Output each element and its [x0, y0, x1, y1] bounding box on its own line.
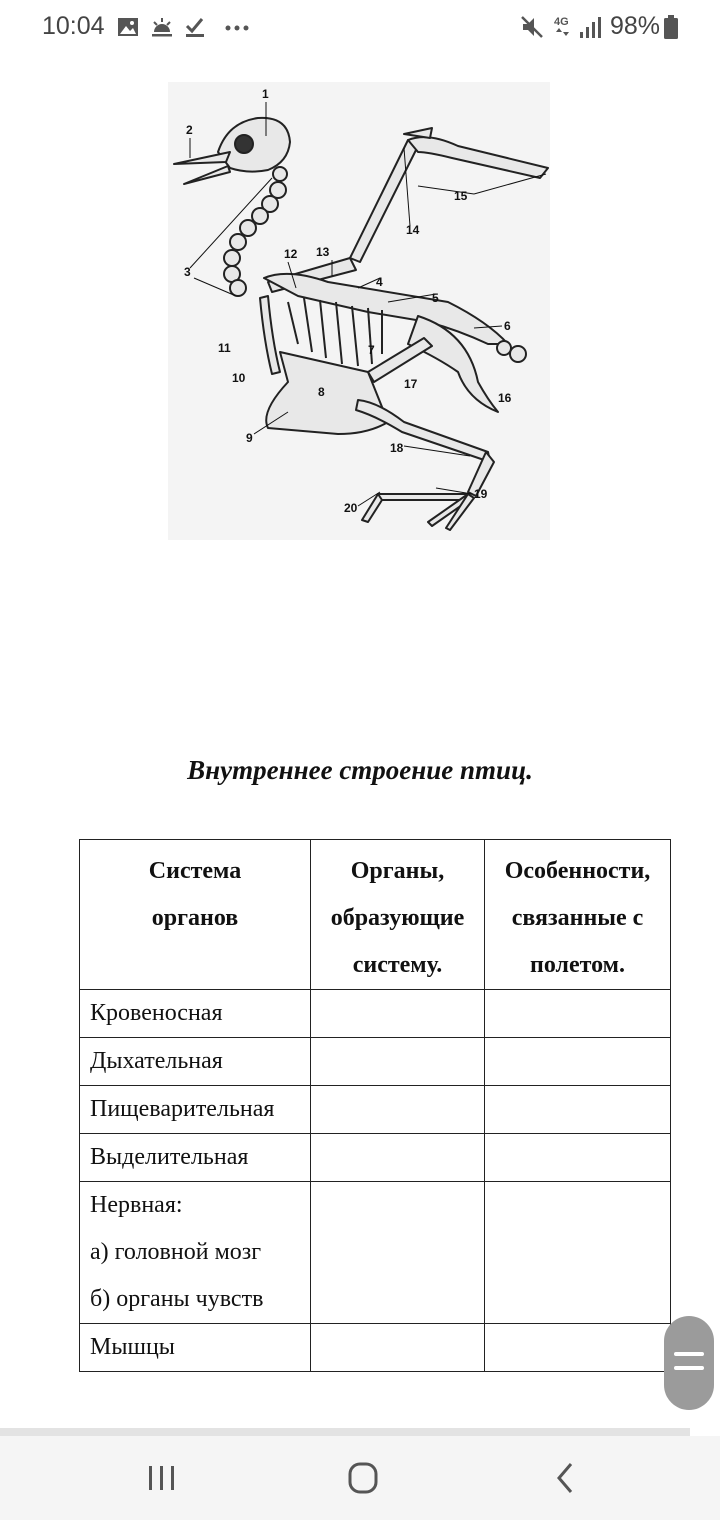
- figure-label-16: 16: [498, 391, 512, 405]
- table-row: [80, 1086, 671, 1134]
- status-bar: [0, 0, 720, 56]
- table-row: [80, 1134, 671, 1182]
- row-organs-cell: [311, 1324, 485, 1372]
- figure-label-5: 5: [432, 291, 439, 305]
- row-organs-cell: [311, 1182, 485, 1324]
- mute-icon: [520, 14, 544, 40]
- figure-label-9: 9: [246, 431, 253, 445]
- header-organs-line: систему.: [352, 952, 443, 978]
- figure-label-13: 13: [316, 245, 330, 259]
- header-features-line: полетом.: [530, 952, 625, 978]
- battery-percent: 98%: [609, 12, 660, 40]
- network-4g-label: 4G: [554, 16, 569, 28]
- bird-skeleton-figure: [168, 82, 550, 540]
- battery-icon: [662, 14, 680, 40]
- row-organs-cell: [311, 990, 485, 1038]
- signal-icon: [578, 14, 602, 40]
- more-dots-icon: [224, 14, 250, 40]
- header-system-line: органов: [151, 905, 239, 931]
- table-row: [80, 1324, 671, 1372]
- row-organs-cell: [311, 1038, 485, 1086]
- header-organs: [311, 840, 485, 990]
- figure-label-4: 4: [376, 275, 383, 289]
- row-system-line: б) органы чувств: [90, 1286, 264, 1312]
- table-row: [80, 1038, 671, 1086]
- row-system-name: Пищеварительная: [80, 1086, 311, 1134]
- header-features-line: Особенности,: [504, 858, 651, 884]
- row-system-name: [80, 1182, 311, 1324]
- network-4g-icon: [553, 14, 575, 40]
- figure-label-1: 1: [262, 87, 269, 101]
- table-header-row: [80, 840, 671, 990]
- row-organs-cell: [311, 1134, 485, 1182]
- row-system-name: Кровеносная: [80, 990, 311, 1038]
- table-row: [80, 990, 671, 1038]
- row-system-line: а) головной мозг: [90, 1239, 262, 1265]
- row-organs-cell: [311, 1086, 485, 1134]
- figure-label-3: 3: [184, 265, 191, 279]
- row-features-cell: [485, 1134, 671, 1182]
- table-row: [80, 1182, 671, 1324]
- status-time: 10:04: [42, 12, 105, 40]
- figure-label-8: 8: [318, 385, 325, 399]
- header-system-line: Система: [148, 858, 242, 884]
- row-features-cell: [485, 1182, 671, 1324]
- figure-label-17: 17: [404, 377, 418, 391]
- document-title: Внутреннее строение птиц.: [187, 755, 533, 785]
- figure-label-20: 20: [344, 501, 358, 515]
- nav-separator: [0, 1428, 690, 1436]
- figure-label-19: 19: [474, 487, 488, 501]
- figure-label-15: 15: [454, 189, 468, 203]
- organ-systems-table: [79, 839, 671, 1372]
- back-icon[interactable]: [535, 1452, 595, 1504]
- header-features-line: связанные с: [511, 905, 644, 931]
- figure-label-7: 7: [368, 343, 375, 357]
- figure-label-18: 18: [390, 441, 404, 455]
- header-organs-line: образующие: [330, 905, 465, 931]
- task-done-icon: [184, 14, 206, 40]
- scroll-handle-grip-line: [674, 1366, 704, 1370]
- figure-label-6: 6: [504, 319, 511, 333]
- figure-label-10: 10: [232, 371, 246, 385]
- header-system: [80, 840, 311, 990]
- row-features-cell: [485, 990, 671, 1038]
- row-system-line: Нервная:: [90, 1192, 183, 1218]
- scroll-handle[interactable]: [664, 1316, 714, 1410]
- home-icon[interactable]: [333, 1452, 393, 1504]
- row-system-name: Выделительная: [80, 1134, 311, 1182]
- row-system-name: Мышцы: [80, 1324, 311, 1372]
- header-flight-features: [485, 840, 671, 990]
- weather-icon: [150, 14, 174, 40]
- row-features-cell: [485, 1324, 671, 1372]
- figure-label-14: 14: [406, 223, 420, 237]
- figure-label-12: 12: [284, 247, 298, 261]
- figure-label-2: 2: [186, 123, 193, 137]
- row-features-cell: [485, 1086, 671, 1134]
- image-icon: [116, 14, 140, 40]
- recent-apps-icon[interactable]: [132, 1452, 192, 1504]
- row-system-name: Дыхательная: [80, 1038, 311, 1086]
- scroll-handle-grip-line: [674, 1352, 704, 1356]
- navigation-bar: [0, 1436, 720, 1520]
- header-organs-line: Органы,: [350, 858, 445, 884]
- figure-label-11: 11: [218, 341, 231, 355]
- row-features-cell: [485, 1038, 671, 1086]
